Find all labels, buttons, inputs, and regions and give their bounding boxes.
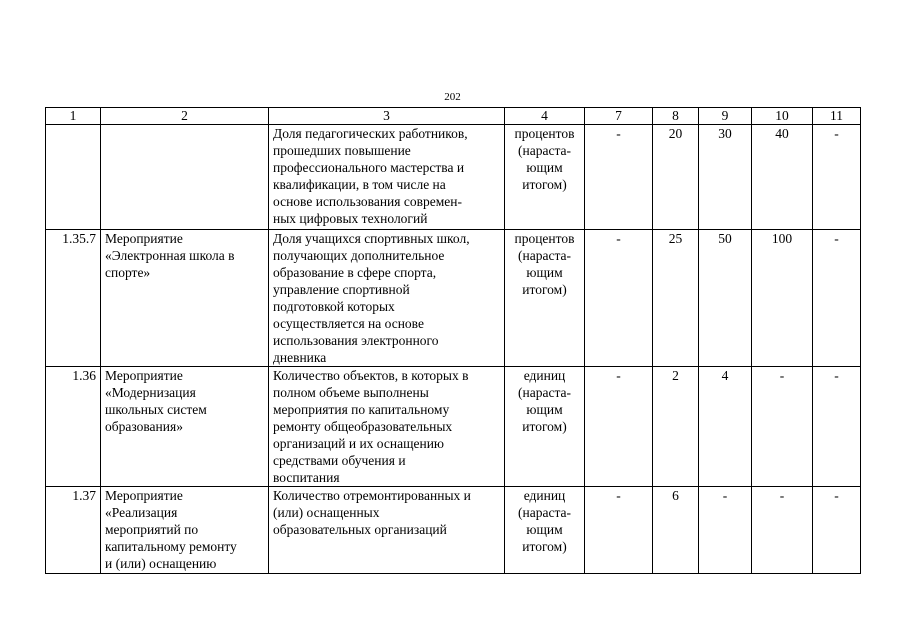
table-body [46, 108, 861, 574]
indicator-cell-line: воспитания [273, 470, 340, 485]
value-cell: - [813, 367, 861, 487]
event-cell-line: «Реализация [105, 505, 178, 520]
event-cell-line: Мероприятие [105, 231, 183, 246]
indicator-cell-line: Доля учащихся спортивных школ, [273, 231, 470, 246]
value-cell: - [585, 230, 653, 367]
value-cell: 50 [699, 230, 752, 367]
indicator-cell-line: (или) оснащенных [273, 505, 380, 520]
event-cell [101, 487, 269, 574]
event-cell-line: капитальному ремонту [105, 539, 237, 554]
value-cell: - [813, 487, 861, 574]
header-cell: 1 [46, 108, 101, 125]
indicator-cell-line: подготовкой которых [273, 299, 395, 314]
table-row [46, 487, 861, 574]
row-number-cell [46, 125, 101, 230]
value-cell: 25 [653, 230, 699, 367]
header-cell: 11 [813, 108, 861, 125]
indicator-cell-line: управление спортивной [273, 282, 410, 297]
indicator-cell-line: квалификации, в том числе на [273, 177, 446, 192]
event-cell-line: Мероприятие [105, 488, 183, 503]
value-cell: 2 [653, 367, 699, 487]
indicator-cell-line: прошедших повышение [273, 143, 411, 158]
value-cell: - [699, 487, 752, 574]
unit-cell-line: итогом) [522, 539, 567, 554]
header-cell: 7 [585, 108, 653, 125]
indicator-cell-line: Количество отремонтированных и [273, 488, 471, 503]
unit-cell-line: процентов [514, 126, 575, 141]
header-cell: 10 [752, 108, 813, 125]
event-cell-line: и (или) оснащению [105, 556, 217, 571]
event-cell-line: Мероприятие [105, 368, 183, 383]
unit-cell-line: (нараста- [518, 385, 571, 400]
value-cell: 6 [653, 487, 699, 574]
indicator-cell-line: средствами обучения и [273, 453, 406, 468]
indicator-cell-line: мероприятия по капитальному [273, 402, 450, 417]
unit-cell-line: итогом) [522, 419, 567, 434]
header-cell: 9 [699, 108, 752, 125]
value-cell: 100 [752, 230, 813, 367]
event-cell-line: «Модернизация [105, 385, 196, 400]
indicator-cell-line: организаций и их оснащению [273, 436, 445, 451]
indicator-cell-line: образовательных организаций [273, 522, 447, 537]
unit-cell-line: итогом) [522, 177, 567, 192]
page-number: 202 [444, 91, 461, 103]
indicator-cell-line: ных цифровых технологий [273, 211, 428, 226]
table-row [46, 125, 861, 230]
value-cell: - [585, 367, 653, 487]
indicator-cell-line: основе использования современ- [273, 194, 462, 209]
indicator-cell [269, 230, 505, 367]
event-cell-line: школьных систем [105, 402, 207, 417]
value-cell: - [585, 487, 653, 574]
value-cell: 30 [699, 125, 752, 230]
event-cell [101, 125, 269, 230]
indicator-cell-line: Доля педагогических работников, [273, 126, 468, 141]
header-row [46, 108, 861, 125]
unit-cell-line: (нараста- [518, 248, 571, 263]
unit-cell-line: (нараста- [518, 505, 571, 520]
value-cell: - [813, 230, 861, 367]
unit-cell [505, 367, 585, 487]
unit-cell-line: (нараста- [518, 143, 571, 158]
unit-cell-line: ющим [526, 265, 563, 280]
unit-cell-line: единиц [523, 488, 566, 503]
unit-cell-line: ющим [526, 402, 563, 417]
indicator-cell-line: дневника [273, 350, 327, 365]
indicator-cell [269, 367, 505, 487]
indicator-cell [269, 487, 505, 574]
event-cell-line: образования» [105, 419, 183, 434]
unit-cell-line: процентов [514, 231, 575, 246]
value-cell: - [752, 367, 813, 487]
row-number-cell: 1.37 [46, 487, 101, 574]
unit-cell [505, 125, 585, 230]
event-cell-line: мероприятий по [105, 522, 199, 537]
indicator-cell [269, 125, 505, 230]
unit-cell-line: итогом) [522, 282, 567, 297]
unit-cell-line: ющим [526, 522, 563, 537]
header-cell: 2 [101, 108, 269, 125]
indicator-cell-line: осуществляется на основе [273, 316, 424, 331]
indicator-cell-line: полном объеме выполнены [273, 385, 429, 400]
table-row [46, 367, 861, 487]
header-cell: 4 [505, 108, 585, 125]
unit-cell-line: единиц [523, 368, 566, 383]
indicator-cell-line: Количество объектов, в которых в [273, 368, 469, 383]
value-cell: - [752, 487, 813, 574]
indicator-cell-line: ремонту общеобразовательных [273, 419, 453, 434]
value-cell: 20 [653, 125, 699, 230]
program-indicators-table [45, 107, 861, 574]
event-cell-line: спорте» [105, 265, 151, 280]
value-cell: - [813, 125, 861, 230]
value-cell: 40 [752, 125, 813, 230]
table-row [46, 230, 861, 367]
unit-cell-line: ющим [526, 160, 563, 175]
row-number-cell: 1.35.7 [46, 230, 101, 367]
value-cell: - [585, 125, 653, 230]
event-cell [101, 230, 269, 367]
indicator-cell-line: получающих дополнительное [273, 248, 445, 263]
indicator-cell-line: образование в сфере спорта, [273, 265, 437, 280]
event-cell [101, 367, 269, 487]
row-number-cell: 1.36 [46, 367, 101, 487]
unit-cell [505, 230, 585, 367]
header-cell: 3 [269, 108, 505, 125]
indicator-cell-line: профессионального мастерства и [273, 160, 465, 175]
value-cell: 4 [699, 367, 752, 487]
event-cell-line: «Электронная школа в [105, 248, 235, 263]
indicator-cell-line: использования электронного [273, 333, 439, 348]
unit-cell [505, 487, 585, 574]
header-cell: 8 [653, 108, 699, 125]
